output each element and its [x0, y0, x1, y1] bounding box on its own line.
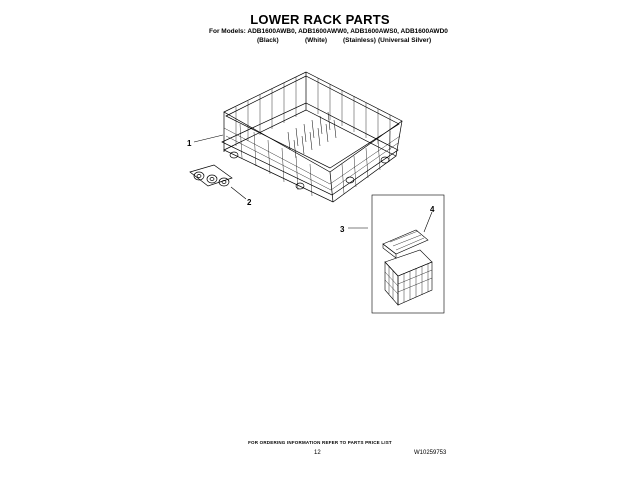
lower-rack-illustration: [222, 72, 402, 202]
leader-line-1: [194, 135, 223, 142]
wheel-assembly-illustration: [190, 165, 232, 186]
callout-3: 3: [340, 225, 345, 234]
page-number: 12: [314, 450, 321, 456]
callout-1: 1: [187, 139, 192, 148]
page-title: LOWER RACK PARTS: [250, 12, 390, 27]
variant-label-stainless: (Stainless): [343, 37, 376, 44]
callout-2: 2: [247, 198, 252, 207]
leader-line-4: [424, 212, 432, 232]
document-code: W10259753: [414, 450, 447, 456]
variant-label-universal-silver: (Universal Silver): [378, 37, 432, 44]
leader-line-2: [231, 187, 246, 199]
variant-label-black: (Black): [257, 37, 279, 44]
basket-lid-illustration: [383, 230, 428, 258]
ordering-footer-note: FOR ORDERING INFORMATION REFER TO PARTS PRICE LIST: [248, 440, 392, 445]
models-line: For Models: ADB1600AWB0, ADB1600AWW0, ADB1600AWS0, ADB1600AWD0: [209, 28, 448, 35]
variant-label-white: (White): [305, 37, 328, 44]
callout-4: 4: [430, 205, 435, 214]
silverware-basket-illustration: [383, 230, 432, 305]
